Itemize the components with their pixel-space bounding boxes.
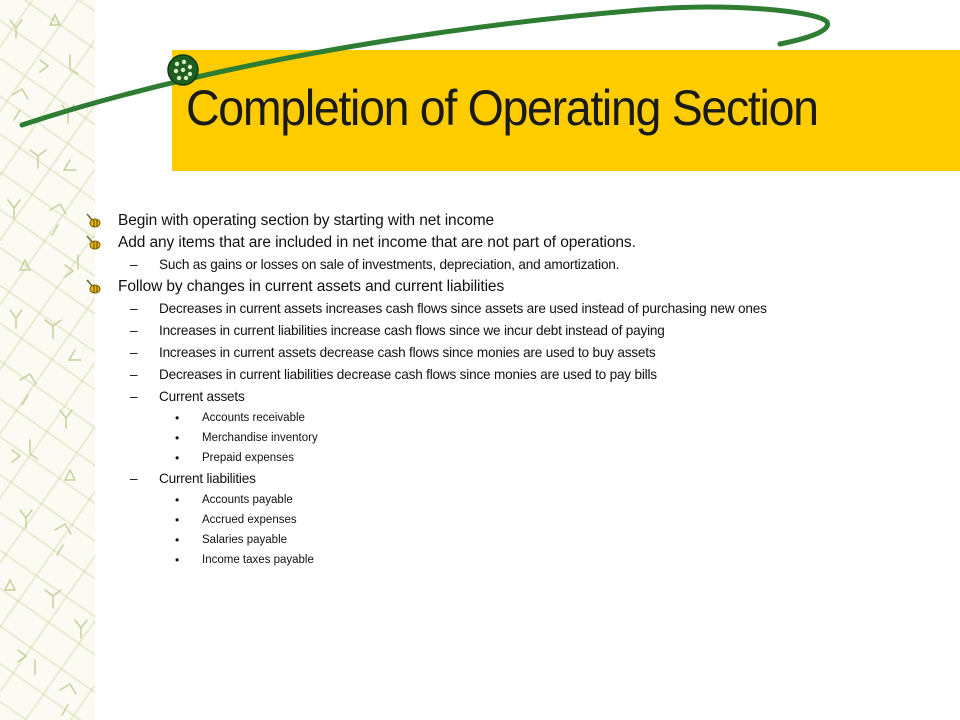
sub-bullet-marker: – [130,323,138,338]
sub-bullet-marker: – [130,471,138,486]
sub-bullet-text: Such as gains or losses on sale of investments, depreciation, and amortization. [159,257,620,272]
sub-bullet-item [80,386,950,408]
tertiary-text: Prepaid expenses [202,452,295,464]
tertiary-marker: • [175,431,180,445]
tertiary-text: Accrued expenses [202,514,297,526]
tertiary-text: Merchandise inventory [202,432,318,444]
bee-bullet-icon [84,235,102,251]
bullet-content [80,210,950,570]
sub-bullet-text: Current assets [159,389,245,404]
tertiary-text: Salaries payable [202,534,288,546]
bullet-text: Begin with operating section by starting with net income [118,212,495,229]
sub-bullet-marker: – [130,367,138,382]
bullet-text: Follow by changes in current assets and current liabilities [118,278,505,295]
sub-bullet-text: Increases in current liabilities increase cash flows since we incur debt instead of paying [159,323,665,338]
tertiary-item [80,448,950,468]
sub-bullet-item [80,320,950,342]
bee-bullet-icon [84,279,102,295]
tertiary-marker: • [175,451,180,465]
bullet-item [80,210,950,232]
sub-bullet-item [80,254,950,276]
slide-title: Completion of Operating Section [186,80,818,136]
bullet-item [80,232,950,254]
tertiary-item [80,428,950,448]
bullet-item [80,276,950,298]
tertiary-item [80,550,950,570]
sub-bullet-item [80,342,950,364]
bullet-text: Add any items that are included in net income that are not part of operations. [118,234,636,251]
tertiary-marker: • [175,533,180,547]
sub-bullet-text: Increases in current assets decrease cash flows since monies are used to buy assets [159,345,656,360]
tertiary-marker: • [175,513,180,527]
tertiary-marker: • [175,493,180,507]
sub-bullet-item [80,468,950,490]
tertiary-text: Income taxes payable [202,554,314,566]
tertiary-item [80,408,950,428]
tertiary-text: Accounts receivable [202,412,305,424]
sub-bullet-marker: – [130,389,138,404]
tertiary-marker: • [175,411,180,425]
tertiary-item [80,510,950,530]
sub-bullet-text: Decreases in current liabilities decrease cash flows since monies are used to pay bills [159,367,657,382]
sub-bullet-marker: – [130,345,138,360]
tertiary-text: Accounts payable [202,494,293,506]
tertiary-marker: • [175,553,180,567]
sub-bullet-item [80,298,950,320]
sub-bullet-item [80,364,950,386]
sub-bullet-marker: – [130,301,138,316]
bee-bullet-icon [84,213,102,229]
sub-bullet-text: Current liabilities [159,471,256,486]
tertiary-item [80,490,950,510]
sub-bullet-text: Decreases in current assets increases cash flows since assets are used instead of purchasing new ones [159,301,767,316]
tertiary-item [80,530,950,550]
sub-bullet-marker: – [130,257,138,272]
